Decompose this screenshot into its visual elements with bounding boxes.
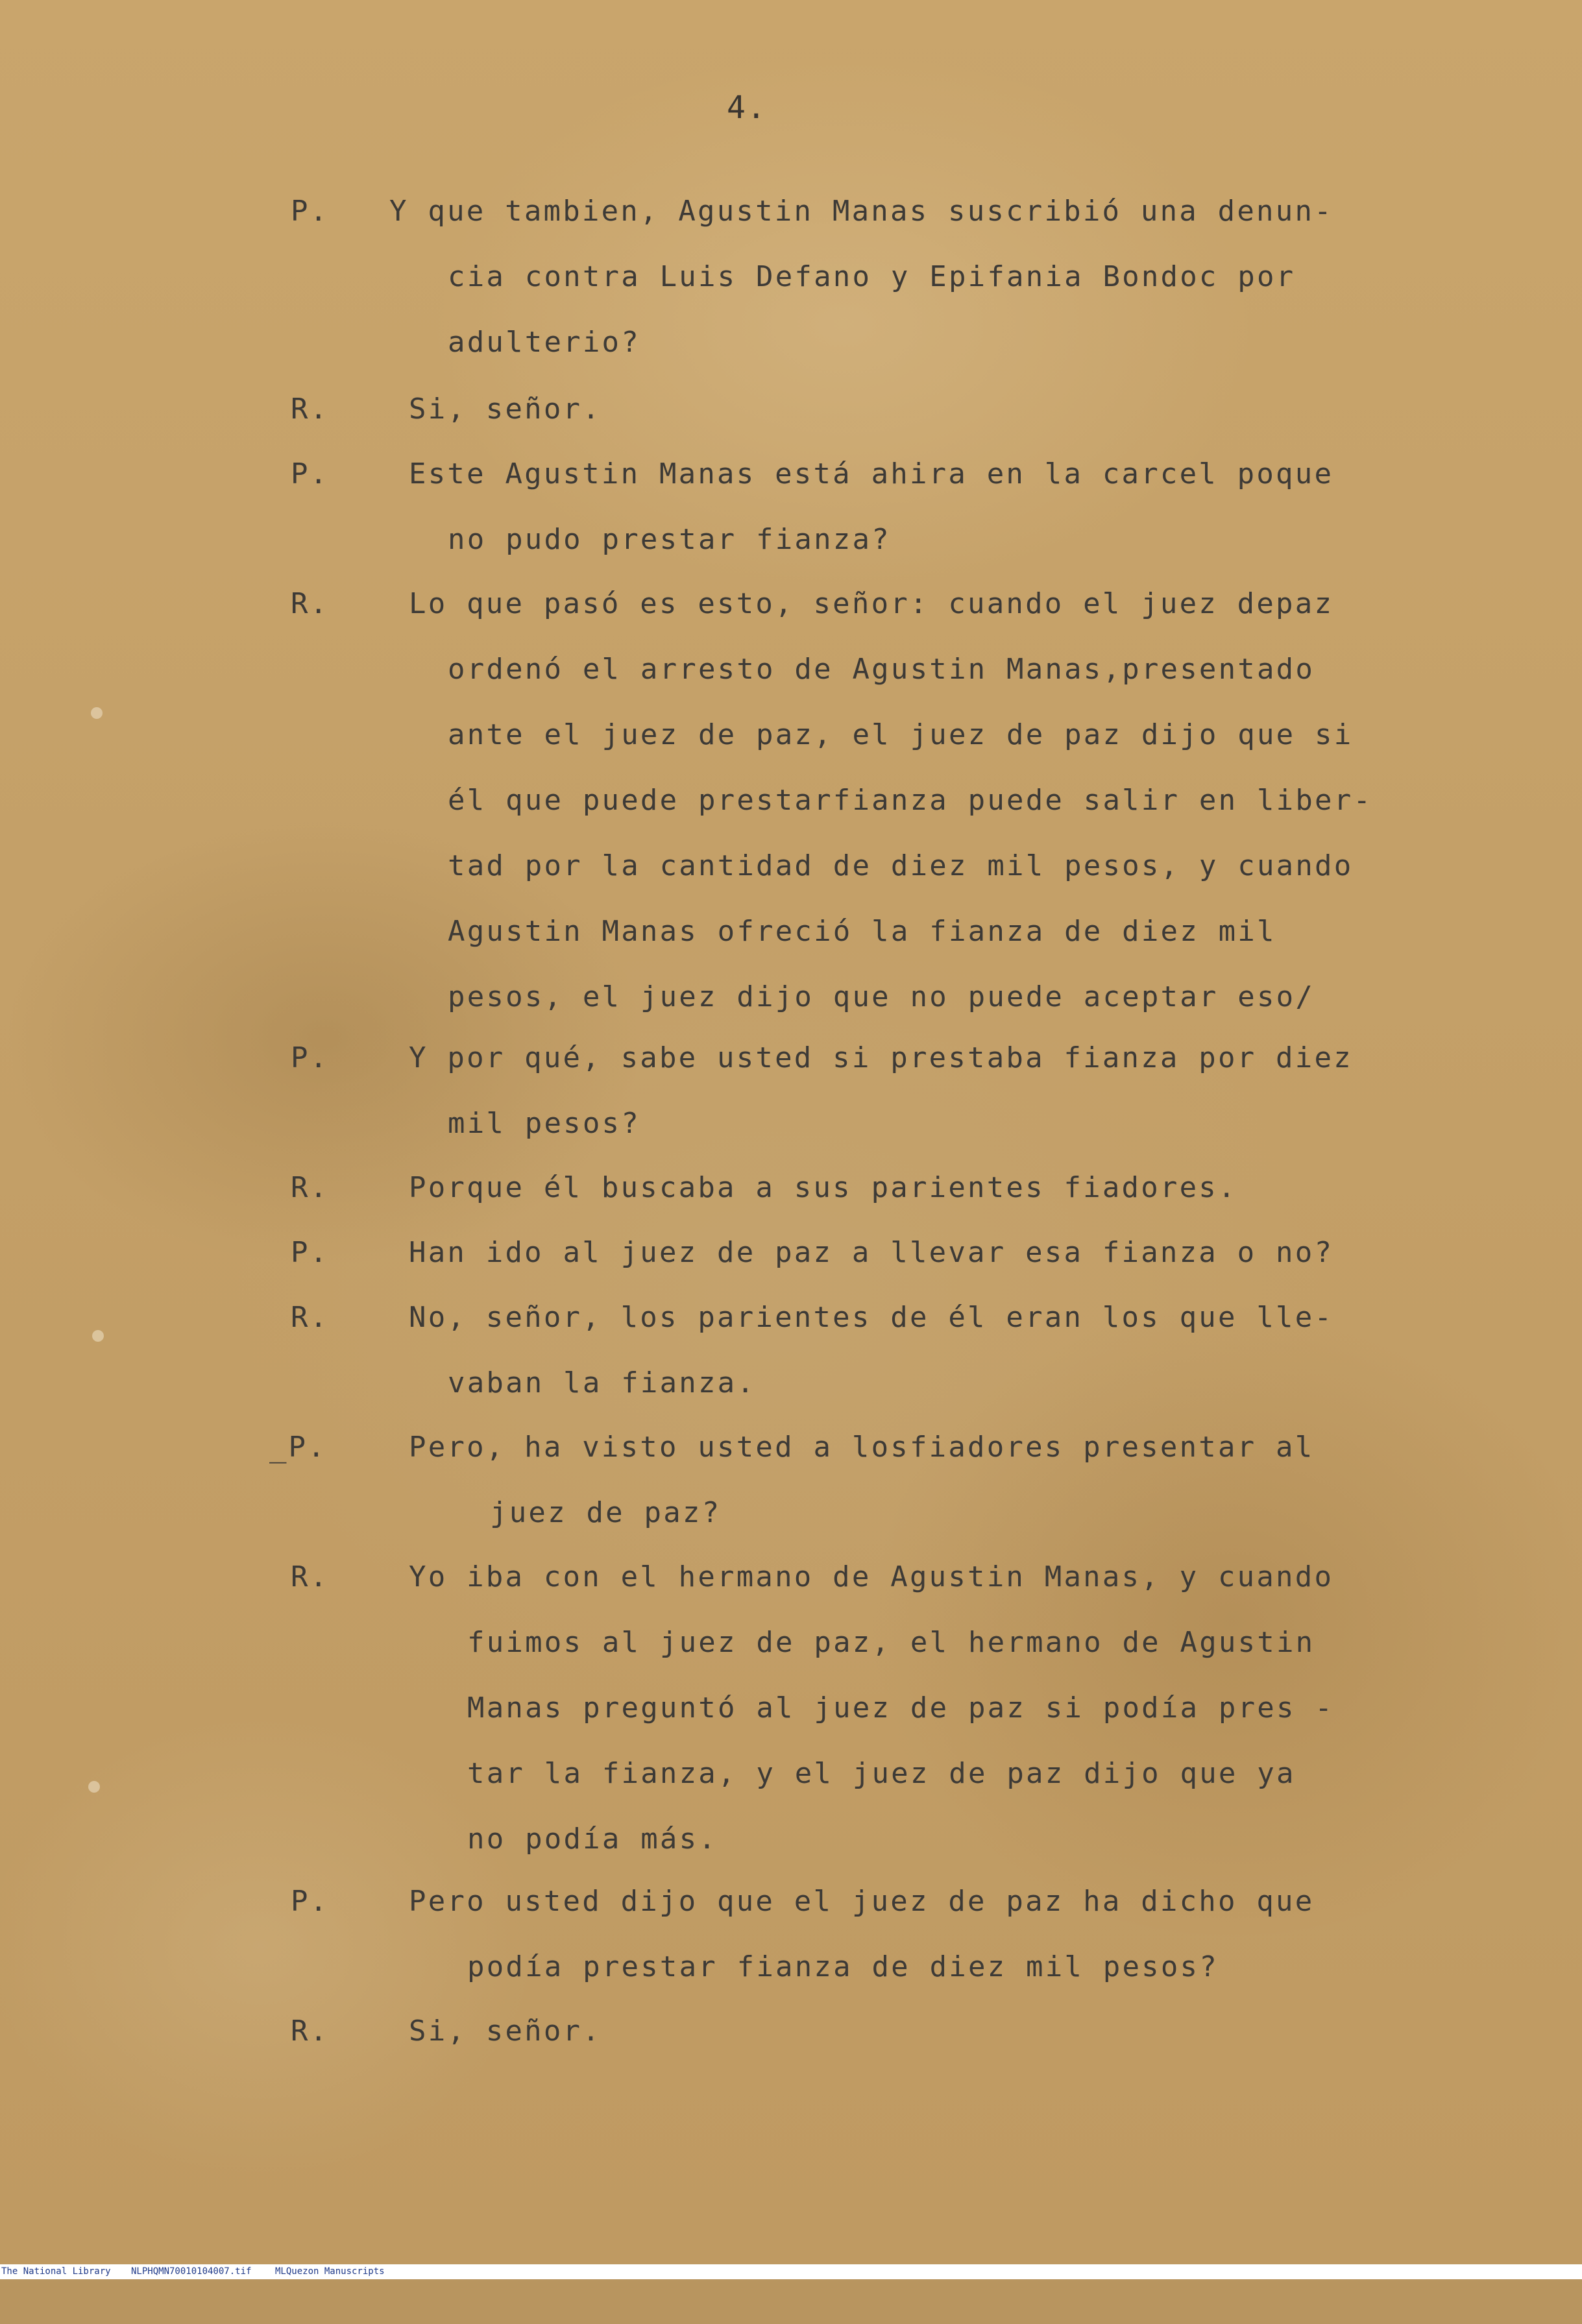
transcript-line: no pudo prestar fianza? (448, 523, 891, 556)
transcript-line: podía prestar fianza de diez mil pesos? (467, 1950, 1219, 1983)
speaker-label: R. (291, 1560, 329, 1593)
speaker-label: P. (291, 457, 329, 490)
speaker-label: R. (291, 2015, 329, 2048)
footer-file: NLPHQMN70010104007.tif (131, 2266, 252, 2277)
transcript-line: Lo que pasó es esto, señor: cuando el juez depaz (409, 587, 1334, 620)
transcript-line: vaban la fianza. (448, 1366, 757, 1399)
transcript-line: Porque él buscaba a sus parientes fiadores. (409, 1171, 1237, 1204)
speaker-label: R. (291, 587, 329, 620)
footer-library: The National Library (1, 2266, 111, 2277)
transcript-line: ordenó el arresto de Agustin Manas,presentado (448, 653, 1315, 686)
transcript-line: Pero, ha visto usted a losfiadores presentar al (409, 1431, 1315, 1464)
page-number: 4. (727, 90, 767, 126)
hole-punch-mark (91, 707, 103, 719)
speaker-label: P. (291, 1041, 329, 1074)
speaker-label: R. (291, 1301, 329, 1334)
speaker-label: P. (291, 1236, 329, 1269)
transcript-line: Han ido al juez de paz a llevar esa fianza o no? (409, 1236, 1334, 1269)
transcript-line: Y que tambien, Agustin Manas suscribió una denun- (389, 195, 1333, 228)
transcript-line: Agustin Manas ofreció la fianza de diez mil (448, 915, 1276, 948)
footer-bar (0, 2264, 1582, 2279)
transcript-line: No, señor, los parientes de él eran los que lle- (409, 1301, 1334, 1334)
transcript-line: Pero usted dijo que el juez de paz ha dicho que (409, 1885, 1315, 1918)
transcript-line: Y por qué, sabe usted si prestaba fianza por diez (409, 1041, 1353, 1074)
transcript-line: Yo iba con el hermano de Agustin Manas, y cuando (409, 1560, 1334, 1593)
speaker-label: P. (291, 1885, 329, 1918)
transcript-line: juez de paz? (490, 1496, 722, 1529)
hole-punch-mark (92, 1330, 104, 1342)
speaker-label: R. (291, 393, 329, 426)
footer-collection: MLQuezon Manuscripts (275, 2266, 385, 2277)
transcript-line: Si, señor. (409, 393, 602, 426)
transcript-line: Si, señor. (409, 2015, 602, 2048)
transcript-line: tad por la cantidad de diez mil pesos, y cuando (448, 849, 1354, 882)
transcript-line: tar la fianza, y el juez de paz dijo que ya (467, 1757, 1296, 1790)
speaker-label: _P. (269, 1431, 327, 1464)
transcript-line: mil pesos? (448, 1107, 640, 1140)
transcript-line: él que puede prestarfianza puede salir en liber- (448, 784, 1373, 817)
hole-punch-mark (88, 1781, 100, 1793)
transcript-line: fuimos al juez de paz, el hermano de Agustin (467, 1626, 1315, 1659)
transcript-line: pesos, el juez dijo que no puede aceptar eso/ (448, 980, 1315, 1013)
transcript-line: no podía más. (467, 1822, 718, 1856)
transcript-line: Manas preguntó al juez de paz si podía pres - (467, 1691, 1335, 1725)
speaker-label: R. (291, 1171, 329, 1204)
speaker-label: P. (291, 195, 329, 228)
transcript-line: adulterio? (448, 326, 640, 359)
transcript-line: ante el juez de paz, el juez de paz dijo que si (448, 718, 1354, 751)
transcript-line: cia contra Luis Defano y Epifania Bondoc por (448, 260, 1296, 293)
transcript-line: Este Agustin Manas está ahira en la carcel poque (409, 457, 1334, 490)
